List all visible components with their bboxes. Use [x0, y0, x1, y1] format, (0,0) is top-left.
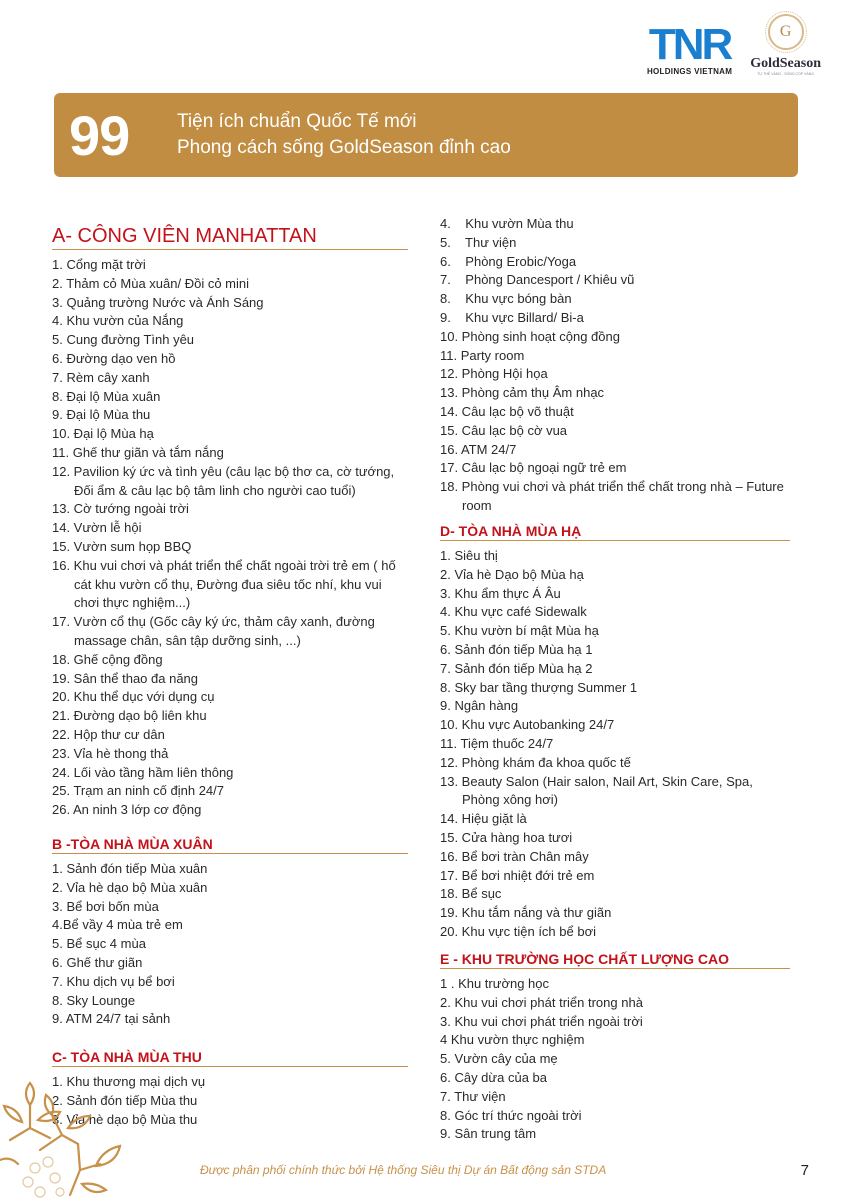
- list-item: 7. Thư viện: [440, 1088, 506, 1104]
- list-item: 9. Ngân hàng: [440, 698, 519, 714]
- list-item: 1. Siêu thị: [440, 548, 498, 563]
- page-number: 7: [800, 1162, 809, 1179]
- section-b: [52, 836, 408, 1029]
- list-item: 5. Thư viện: [440, 234, 517, 250]
- list-item: 15. Vườn sum họp BBQ: [52, 538, 192, 554]
- list-item: 3. Khu vui chơi phát triển ngoài trời: [440, 1013, 643, 1029]
- list-item: 16. ATM 24/7: [440, 441, 517, 457]
- list-item: 2. Thảm cỏ Mùa xuân/ Đồi cỏ mini: [52, 275, 250, 291]
- section-d-list: [440, 547, 790, 942]
- list-item: 25. Trạm an ninh cố định 24/7: [52, 783, 225, 799]
- list-item: 15. Câu lạc bộ cờ vua: [440, 422, 568, 438]
- banner-number: 99: [69, 103, 130, 167]
- list-item: 4. Khu vườn của Nắng: [52, 313, 184, 329]
- left-column: [52, 225, 408, 820]
- list-item: 18. Ghế cộng đồng: [52, 651, 163, 667]
- list-item: 12. Phòng khám đa khoa quốc tế: [440, 754, 631, 770]
- list-item: 3. Khu ẩm thực Á Âu: [440, 585, 561, 601]
- list-item: 23. Vỉa hè thong thả: [52, 745, 169, 761]
- list-item: 1. Sảnh đón tiếp Mùa xuân: [52, 861, 208, 876]
- list-item: 19. Sân thể thao đa năng: [52, 670, 199, 686]
- goldseason-logo: [750, 14, 821, 76]
- list-item: 2. Sảnh đón tiếp Mùa thu: [52, 1092, 198, 1108]
- list-item: 1. Cổng mặt trời: [52, 257, 146, 272]
- section-d-title: D- TÒA NHÀ MÙA HẠ: [440, 523, 790, 541]
- list-item: 1. Khu thương mại dịch vụ: [52, 1074, 206, 1089]
- section-b-title: B -TÒA NHÀ MÙA XUÂN: [52, 836, 408, 854]
- list-item: 5. Vườn cây của mẹ: [440, 1051, 558, 1067]
- list-item: 17. Câu lạc bộ ngoại ngữ trẻ em: [440, 460, 627, 476]
- list-item: 12. Phòng Hội họa: [440, 366, 548, 382]
- list-item: 5. Bể sục 4 mùa: [52, 936, 146, 952]
- list-item: 4. Khu vực café Sidewalk: [440, 604, 587, 620]
- list-item: 10. Khu vực Autobanking 24/7: [440, 717, 615, 733]
- list-item: 6. Sảnh đón tiếp Mùa hạ 1: [440, 641, 593, 657]
- list-item: 14. Câu lạc bộ võ thuật: [440, 403, 574, 419]
- list-item: 8. Đại lộ Mùa xuân: [52, 388, 161, 404]
- section-a-title: A- CÔNG VIÊN MANHATTAN: [52, 225, 408, 250]
- banner-line-2: Phong cách sống GoldSeason đỉnh cao: [177, 137, 511, 158]
- list-item: 9. ATM 24/7 tại sảnh: [52, 1011, 171, 1027]
- list-item: 13. Beauty Salon (Hair salon, Nail Art, Skin Care, Spa, Phòng xông hơi): [440, 773, 753, 808]
- list-item: 9. Khu vực Billard/ Bi-a: [440, 309, 584, 325]
- banner-text: [177, 109, 511, 161]
- list-item: 2. Khu vui chơi phát triển trong nhà: [440, 994, 643, 1010]
- list-item: 8. Góc trí thức ngoài trời: [440, 1107, 582, 1123]
- section-e-list: [440, 975, 790, 1144]
- list-item: 20. Khu vực tiện ích bể bơi: [440, 923, 596, 939]
- list-item: 9. Đại lộ Mùa thu: [52, 407, 151, 423]
- list-item: 3. Vỉa hè dạo bộ Mùa thu: [52, 1111, 198, 1127]
- list-item: 11. Ghế thư giãn và tắm nắng: [52, 444, 224, 460]
- list-item: 19. Khu tắm nắng và thư giãn: [440, 905, 612, 921]
- section-c-title: C- TÒA NHÀ MÙA THU: [52, 1049, 408, 1067]
- goldseason-logo-name: GoldSeason: [750, 56, 821, 71]
- tnr-logo: [646, 20, 733, 76]
- list-item: 3. Quảng trường Nước và Ánh Sáng: [52, 294, 264, 310]
- section-e-title: E - KHU TRƯỜNG HỌC CHẤT LƯỢNG CAO: [440, 951, 790, 969]
- list-item: 17. Vườn cổ thụ (Gốc cây ký ức, thảm cây xanh, đường massage chân, sân tập dưỡng sinh, ...): [52, 614, 375, 648]
- list-item: 12. Pavilion ký ức và tình yêu (câu lạc bộ thơ ca, cờ tướng, Đối ẩm & câu lạc bộ tâm linh cho người cao tuổi): [52, 463, 395, 498]
- list-item: 13. Cờ tướng ngoài trời: [52, 501, 189, 517]
- list-item: 13. Phòng cảm thụ Âm nhạc: [440, 385, 605, 401]
- list-item: 16. Bể bơi tràn Chân mây: [440, 848, 589, 864]
- list-item: 4 Khu vườn thực nghiệm: [440, 1032, 585, 1048]
- list-item: 11. Tiệm thuốc 24/7: [440, 735, 554, 751]
- list-item: 4. Khu vườn Mùa thu: [440, 216, 574, 231]
- list-item: 8. Khu vực bóng bàn: [440, 291, 572, 307]
- list-item: 6. Phòng Erobic/Yoga: [440, 253, 577, 269]
- list-item: 18. Phòng vui chơi và phát triển thể chất trong nhà – Future room: [440, 479, 784, 513]
- header-logos: [647, 14, 821, 76]
- list-item: 2. Vỉa hè dạo bộ Mùa xuân: [52, 879, 208, 895]
- list-item: 7. Rèm cây xanh: [52, 369, 150, 385]
- list-item: 10. Phòng sinh hoạt cộng đồng: [440, 328, 620, 344]
- list-item: 26. An ninh 3 lớp cơ động: [52, 802, 202, 818]
- list-item: 18. Bể sục: [440, 886, 502, 902]
- section-e: [440, 951, 790, 1144]
- list-item: 11. Party room: [440, 347, 525, 363]
- list-item: 16. Khu vui chơi và phát triển thể chất ngoài trời trẻ em ( hố cát khu vườn cổ thụ, Đường đua siêu tốc nhí, khu vui chơi thực nghiệm...): [52, 557, 396, 611]
- list-item: 17. Bể bơi nhiệt đới trẻ em: [440, 867, 595, 883]
- list-item: 3. Bể bơi bốn mùa: [52, 898, 159, 914]
- list-item: 22. Hộp thư cư dân: [52, 726, 165, 742]
- list-item: 10. Đại lộ Mùa hạ: [52, 426, 154, 442]
- list-item: 6. Cây dừa của ba: [440, 1069, 547, 1085]
- goldseason-emblem-icon: G: [768, 14, 804, 50]
- list-item: 20. Khu thể dục với dụng cụ: [52, 689, 215, 705]
- list-item: 24. Lối vào tầng hầm liên thông: [52, 764, 234, 780]
- footer-distribution-note: Được phân phối chính thức bởi Hệ thống Siêu thị Dự án Bất động sản STDA: [200, 1163, 607, 1177]
- section-d: [440, 523, 790, 942]
- list-item: 5. Cung đường Tình yêu: [52, 332, 195, 348]
- leaf-ornament-icon: [0, 1080, 130, 1200]
- list-item: 7. Khu dịch vụ bể bơi: [52, 973, 175, 989]
- list-item: 5. Khu vườn bí mật Mùa hạ: [440, 623, 599, 639]
- list-item: 14. Vườn lễ hội: [52, 520, 142, 536]
- list-item: 6. Đường dạo ven hồ: [52, 350, 176, 366]
- section-c-continued: [440, 215, 790, 516]
- list-item: 15. Cửa hàng hoa tươi: [440, 829, 573, 845]
- list-item: 14. Hiệu giặt là: [440, 811, 527, 827]
- goldseason-tagline: TƯ THẾ VÀNG - SỐNG CỐP VÀNG: [757, 72, 814, 76]
- list-item: 8. Sky bar tầng thượng Summer 1: [440, 679, 638, 695]
- list-item: 4.Bể vầy 4 mùa trẻ em: [52, 917, 183, 933]
- list-item: 6. Ghế thư giãn: [52, 954, 143, 970]
- list-item: 7. Sảnh đón tiếp Mùa hạ 2: [440, 660, 593, 676]
- tnr-logo-subtitle: HOLDINGS VIETNAM: [646, 67, 733, 76]
- list-item: 8. Sky Lounge: [52, 992, 136, 1008]
- tnr-logo-mark: TNR: [648, 20, 731, 69]
- section-b-list: [52, 860, 408, 1029]
- list-item: 21. Đường dạo bộ liên khu: [52, 708, 207, 724]
- list-item: 7. Phòng Dancesport / Khiêu vũ: [440, 272, 635, 288]
- section-c-list-right: [440, 215, 790, 516]
- list-item: 9. Sân trung tâm: [440, 1126, 537, 1142]
- list-item: 2. Vỉa hè Dạo bộ Mùa hạ: [440, 566, 584, 582]
- banner-line-1: Tiện ích chuẩn Quốc Tế mới: [177, 111, 417, 132]
- section-a-list: [52, 256, 408, 820]
- title-banner: [54, 93, 798, 177]
- list-item: 1 . Khu trường học: [440, 976, 550, 991]
